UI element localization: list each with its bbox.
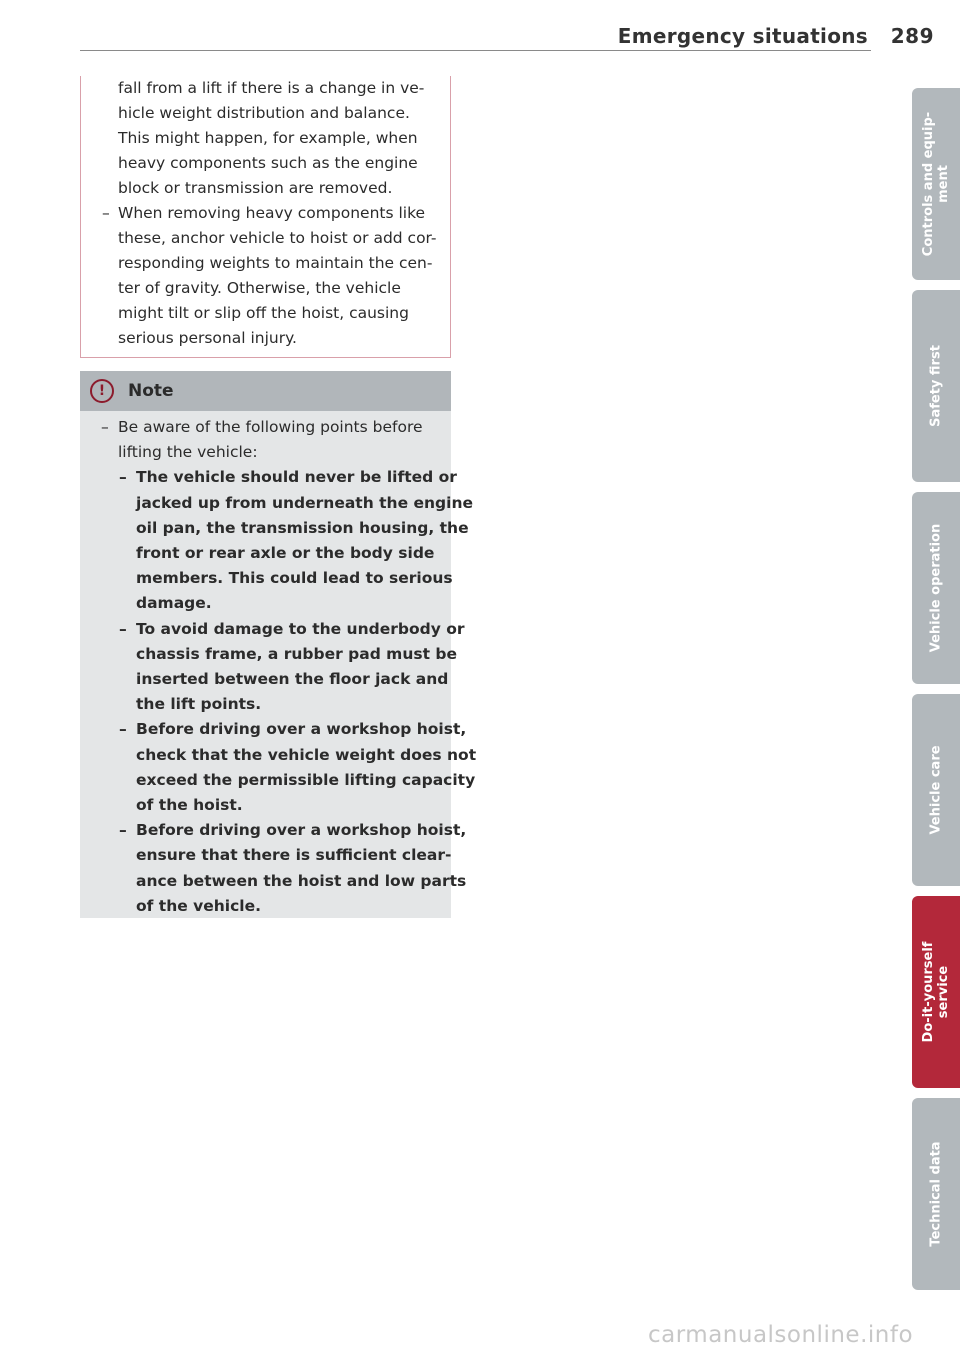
warning-bullet-line: responding weights to maintain the cen- [118,254,433,272]
warning-text [81,76,450,351]
note-item-line: ance between the hoist and low parts [136,871,467,890]
note-item-line: front or rear axle or the body side [136,544,435,563]
note-item-line: of the hoist. [136,796,243,815]
warning-line: hicle weight distribution and balance. [118,104,410,122]
tab-label: Safety first [928,345,944,427]
note-item [80,717,467,742]
note-title: Note [128,381,174,401]
warning-line: heavy components such as the engine [118,154,418,172]
tab-vehicle-operation[interactable] [912,492,960,684]
tab-label: Vehicle care [928,745,944,835]
tab-label-line: ment [936,165,951,203]
note-item-line: damage. [136,594,212,613]
note-item-line: of the vehicle. [136,896,262,915]
tab-label-line: Do-it-yourself [921,941,936,1043]
note-item-line: Before driving over a workshop hoist, [136,720,467,739]
dash: – [119,468,127,487]
warning-bullet-line: ter of gravity. Otherwise, the vehicle [118,279,401,297]
dash: – [102,204,110,222]
tab-safety-first[interactable] [912,290,960,482]
tab-label [921,112,951,256]
warning-box [80,76,451,358]
exclamation-circle-icon: ! [90,379,114,403]
note-item-line: jacked up from underneath the engine [136,493,473,512]
note-item-line: chassis frame, a rubber pad must be [136,644,458,663]
note-item-line: inserted between the floor jack and [136,670,449,689]
note-intro [80,415,451,440]
dash: – [119,619,127,638]
tab-vehicle-care[interactable] [912,694,960,886]
note-item-line: To avoid damage to the underbody or [136,619,465,638]
note-item-line: members. This could lead to serious [136,569,453,588]
watermark: carmanualsonline.info [648,1322,914,1348]
note-header [80,371,451,411]
note-item [80,617,465,642]
dash: – [119,821,127,840]
note-item-line: check that the vehicle weight does not [136,745,477,764]
tab-label-line: Controls and equip- [921,111,936,257]
note-intro-line: lifting the vehicle: [118,443,258,462]
tab-label: Technical data [928,1141,944,1247]
note-intro-line: Be aware of the following points before [118,418,423,436]
tab-label [921,942,951,1043]
tab-do-it-yourself-service[interactable] [912,896,960,1088]
warning-bullet [81,201,450,226]
note-item-line: Before driving over a workshop hoist, [136,821,467,840]
note-item-line: the lift points. [136,695,262,714]
dash: – [119,720,127,739]
page-number: 289 [890,24,934,48]
note-item-line: ensure that there is sufficient clear- [136,846,452,865]
tab-controls-and-equipment[interactable] [912,88,960,280]
tab-label-line: service [936,965,951,1019]
warning-bullet-line: might tilt or slip off the hoist, causing [118,304,409,322]
tab-technical-data[interactable] [912,1098,960,1290]
warning-bullet-line: When removing heavy components like [118,204,426,222]
warning-bullet-line: these, anchor vehicle to hoist or add cor- [118,229,437,247]
warning-bullet-line: serious personal injury. [118,329,297,347]
warning-line: block or transmission are removed. [118,179,393,197]
warning-line: fall from a lift if there is a change in ve- [118,79,425,97]
tab-label: Vehicle operation [928,523,944,653]
dash: – [101,418,109,436]
note-body [80,411,477,918]
note-item-line: The vehicle should never be lifted or [136,468,457,487]
note-item-line: oil pan, the transmission housing, the [136,518,469,537]
note-item-line: exceed the permissible lifting capacity [136,770,476,789]
header-rule [80,50,871,51]
note-item [80,818,467,843]
section-title: Emergency situations [617,24,868,48]
warning-line: This might happen, for example, when [118,129,418,147]
note-item [80,465,457,490]
